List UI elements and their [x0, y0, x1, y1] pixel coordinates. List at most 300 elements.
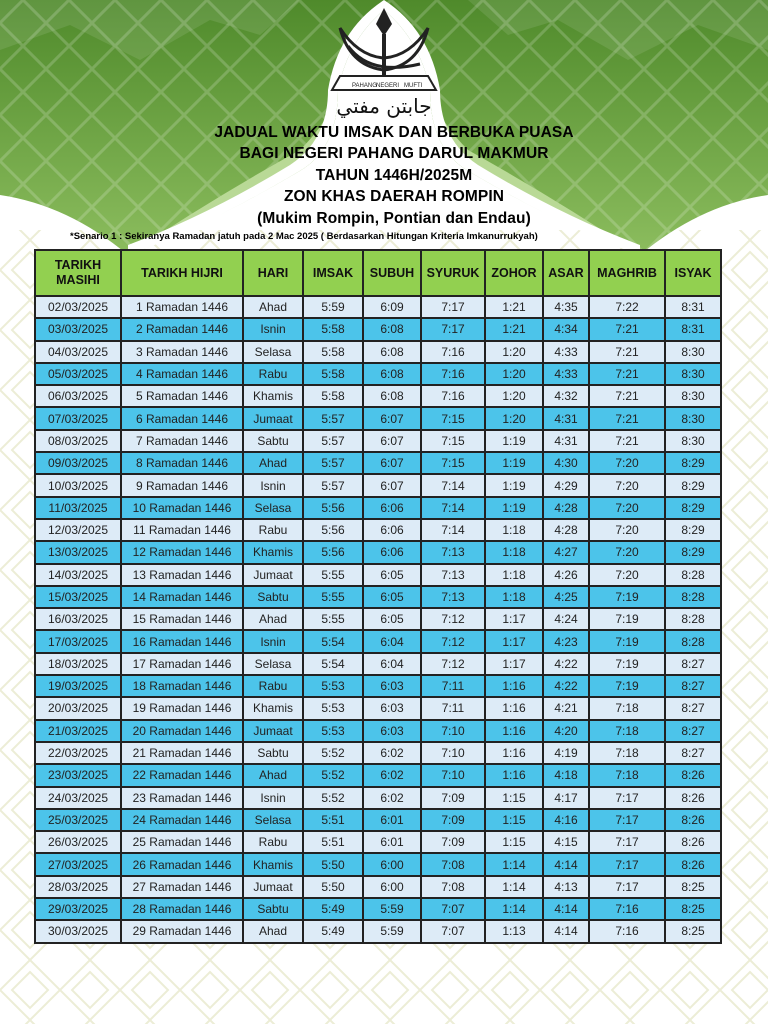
cell-zohor: 1:14	[485, 876, 543, 898]
cell-zohor: 1:19	[485, 452, 543, 474]
header-hari: HARI	[243, 250, 303, 296]
cell-asar: 4:17	[543, 787, 589, 809]
cell-syuruk: 7:15	[421, 452, 485, 474]
mufti-crest	[300, 6, 468, 118]
cell-hari: Jumaat	[243, 564, 303, 586]
cell-tarikh-hijri: 16 Ramadan 1446	[121, 630, 243, 652]
cell-syuruk: 7:17	[421, 318, 485, 340]
header-tarikh-hijri: TARIKH HIJRI	[121, 250, 243, 296]
cell-imsak: 5:57	[303, 474, 363, 496]
cell-syuruk: 7:11	[421, 675, 485, 697]
table-row	[35, 787, 721, 809]
cell-imsak: 5:56	[303, 497, 363, 519]
table-header-row	[35, 250, 721, 296]
cell-maghrib: 7:20	[589, 497, 665, 519]
scenario-note: *Senario 1 : Sekiranya Ramadan jatuh pada 2 Mac 2025 ( Berdasarkan Hitungan Kriteria Imkanurrukyah)	[70, 231, 538, 242]
cell-imsak: 5:54	[303, 630, 363, 652]
cell-imsak: 5:55	[303, 586, 363, 608]
cell-imsak: 5:53	[303, 720, 363, 742]
cell-imsak: 5:51	[303, 809, 363, 831]
header-tarikh-masihi: TARIKH MASIHI	[35, 250, 121, 296]
table-row	[35, 385, 721, 407]
cell-maghrib: 7:22	[589, 296, 665, 318]
cell-imsak: 5:58	[303, 318, 363, 340]
cell-syuruk: 7:16	[421, 363, 485, 385]
cell-hari: Sabtu	[243, 742, 303, 764]
cell-zohor: 1:17	[485, 630, 543, 652]
cell-maghrib: 7:16	[589, 920, 665, 942]
cell-tarikh-hijri: 2 Ramadan 1446	[121, 318, 243, 340]
cell-syuruk: 7:08	[421, 853, 485, 875]
table-row	[35, 586, 721, 608]
cell-subuh: 6:02	[363, 742, 421, 764]
cell-syuruk: 7:13	[421, 541, 485, 563]
cell-subuh: 5:59	[363, 898, 421, 920]
table-row	[35, 407, 721, 429]
header-syuruk: SYURUK	[421, 250, 485, 296]
cell-maghrib: 7:19	[589, 653, 665, 675]
cell-zohor: 1:18	[485, 586, 543, 608]
title-line-5: (Mukim Rompin, Pontian dan Endau)	[257, 209, 531, 227]
cell-maghrib: 7:21	[589, 407, 665, 429]
cell-maghrib: 7:19	[589, 675, 665, 697]
cell-asar: 4:24	[543, 608, 589, 630]
cell-syuruk: 7:07	[421, 898, 485, 920]
cell-asar: 4:22	[543, 675, 589, 697]
cell-maghrib: 7:18	[589, 697, 665, 719]
cell-imsak: 5:50	[303, 876, 363, 898]
cell-imsak: 5:53	[303, 675, 363, 697]
cell-subuh: 6:03	[363, 697, 421, 719]
table-row	[35, 809, 721, 831]
cell-tarikh-masihi: 24/03/2025	[35, 787, 121, 809]
cell-hari: Ahad	[243, 764, 303, 786]
cell-asar: 4:14	[543, 898, 589, 920]
cell-tarikh-hijri: 9 Ramadan 1446	[121, 474, 243, 496]
cell-isyak: 8:29	[665, 452, 721, 474]
cell-imsak: 5:58	[303, 363, 363, 385]
cell-tarikh-masihi: 16/03/2025	[35, 608, 121, 630]
cell-syuruk: 7:15	[421, 407, 485, 429]
cell-maghrib: 7:16	[589, 898, 665, 920]
cell-tarikh-hijri: 4 Ramadan 1446	[121, 363, 243, 385]
cell-asar: 4:35	[543, 296, 589, 318]
table-row	[35, 541, 721, 563]
cell-syuruk: 7:12	[421, 608, 485, 630]
crest-script: جابتن مفتي	[336, 94, 432, 118]
cell-maghrib: 7:21	[589, 430, 665, 452]
cell-tarikh-hijri: 10 Ramadan 1446	[121, 497, 243, 519]
cell-isyak: 8:26	[665, 787, 721, 809]
cell-tarikh-hijri: 24 Ramadan 1446	[121, 809, 243, 831]
cell-tarikh-masihi: 20/03/2025	[35, 697, 121, 719]
cell-subuh: 6:07	[363, 474, 421, 496]
cell-subuh: 6:03	[363, 720, 421, 742]
cell-imsak: 5:49	[303, 898, 363, 920]
cell-tarikh-masihi: 02/03/2025	[35, 296, 121, 318]
cell-subuh: 6:04	[363, 630, 421, 652]
cell-hari: Isnin	[243, 318, 303, 340]
cell-subuh: 6:02	[363, 787, 421, 809]
cell-tarikh-masihi: 05/03/2025	[35, 363, 121, 385]
cell-syuruk: 7:15	[421, 430, 485, 452]
cell-asar: 4:22	[543, 653, 589, 675]
cell-tarikh-hijri: 18 Ramadan 1446	[121, 675, 243, 697]
cell-maghrib: 7:21	[589, 363, 665, 385]
cell-isyak: 8:27	[665, 742, 721, 764]
cell-subuh: 6:08	[363, 363, 421, 385]
cell-syuruk: 7:12	[421, 630, 485, 652]
cell-imsak: 5:56	[303, 519, 363, 541]
cell-isyak: 8:31	[665, 296, 721, 318]
cell-subuh: 6:00	[363, 853, 421, 875]
cell-subuh: 6:04	[363, 653, 421, 675]
cell-asar: 4:33	[543, 363, 589, 385]
cell-tarikh-masihi: 17/03/2025	[35, 630, 121, 652]
cell-zohor: 1:17	[485, 653, 543, 675]
cell-tarikh-hijri: 7 Ramadan 1446	[121, 430, 243, 452]
cell-hari: Rabu	[243, 519, 303, 541]
cell-isyak: 8:30	[665, 341, 721, 363]
cell-maghrib: 7:20	[589, 541, 665, 563]
header-imsak: IMSAK	[303, 250, 363, 296]
cell-zohor: 1:20	[485, 341, 543, 363]
cell-asar: 4:26	[543, 564, 589, 586]
cell-tarikh-masihi: 08/03/2025	[35, 430, 121, 452]
cell-tarikh-masihi: 18/03/2025	[35, 653, 121, 675]
table-row	[35, 474, 721, 496]
cell-tarikh-hijri: 5 Ramadan 1446	[121, 385, 243, 407]
cell-hari: Isnin	[243, 474, 303, 496]
cell-zohor: 1:17	[485, 608, 543, 630]
table-row	[35, 318, 721, 340]
cell-tarikh-hijri: 20 Ramadan 1446	[121, 720, 243, 742]
cell-zohor: 1:15	[485, 787, 543, 809]
cell-hari: Isnin	[243, 787, 303, 809]
cell-asar: 4:32	[543, 385, 589, 407]
cell-subuh: 5:59	[363, 920, 421, 942]
cell-hari: Sabtu	[243, 586, 303, 608]
cell-subuh: 6:00	[363, 876, 421, 898]
cell-tarikh-hijri: 29 Ramadan 1446	[121, 920, 243, 942]
cell-syuruk: 7:10	[421, 742, 485, 764]
cell-hari: Selasa	[243, 497, 303, 519]
cell-tarikh-masihi: 15/03/2025	[35, 586, 121, 608]
timetable	[34, 249, 722, 944]
cell-asar: 4:14	[543, 853, 589, 875]
cell-isyak: 8:29	[665, 497, 721, 519]
cell-asar: 4:19	[543, 742, 589, 764]
cell-isyak: 8:30	[665, 385, 721, 407]
cell-imsak: 5:57	[303, 407, 363, 429]
table-row	[35, 564, 721, 586]
cell-tarikh-masihi: 13/03/2025	[35, 541, 121, 563]
cell-maghrib: 7:17	[589, 831, 665, 853]
cell-syuruk: 7:12	[421, 653, 485, 675]
cell-hari: Isnin	[243, 630, 303, 652]
cell-subuh: 6:07	[363, 452, 421, 474]
cell-maghrib: 7:17	[589, 876, 665, 898]
cell-subuh: 6:05	[363, 608, 421, 630]
cell-tarikh-hijri: 17 Ramadan 1446	[121, 653, 243, 675]
title-line-2: BAGI NEGERI PAHANG DARUL MAKMUR	[239, 145, 549, 163]
cell-zohor: 1:20	[485, 363, 543, 385]
cell-tarikh-hijri: 25 Ramadan 1446	[121, 831, 243, 853]
cell-hari: Jumaat	[243, 720, 303, 742]
cell-imsak: 5:58	[303, 341, 363, 363]
cell-asar: 4:33	[543, 341, 589, 363]
cell-zohor: 1:15	[485, 831, 543, 853]
cell-maghrib: 7:20	[589, 564, 665, 586]
table-row	[35, 697, 721, 719]
cell-hari: Sabtu	[243, 898, 303, 920]
cell-hari: Rabu	[243, 363, 303, 385]
header-maghrib: MAGHRIB	[589, 250, 665, 296]
cell-zohor: 1:19	[485, 497, 543, 519]
cell-hari: Selasa	[243, 809, 303, 831]
table-row	[35, 341, 721, 363]
cell-tarikh-masihi: 09/03/2025	[35, 452, 121, 474]
cell-asar: 4:28	[543, 519, 589, 541]
cell-syuruk: 7:10	[421, 720, 485, 742]
cell-syuruk: 7:09	[421, 831, 485, 853]
cell-tarikh-masihi: 26/03/2025	[35, 831, 121, 853]
cell-hari: Jumaat	[243, 876, 303, 898]
cell-imsak: 5:56	[303, 541, 363, 563]
cell-tarikh-masihi: 22/03/2025	[35, 742, 121, 764]
cell-isyak: 8:28	[665, 586, 721, 608]
cell-imsak: 5:55	[303, 608, 363, 630]
cell-tarikh-hijri: 3 Ramadan 1446	[121, 341, 243, 363]
cell-zohor: 1:21	[485, 318, 543, 340]
cell-tarikh-hijri: 8 Ramadan 1446	[121, 452, 243, 474]
cell-subuh: 6:07	[363, 430, 421, 452]
cell-syuruk: 7:11	[421, 697, 485, 719]
cell-isyak: 8:30	[665, 363, 721, 385]
table-row	[35, 831, 721, 853]
cell-tarikh-hijri: 23 Ramadan 1446	[121, 787, 243, 809]
header-isyak: ISYAK	[665, 250, 721, 296]
cell-tarikh-masihi: 23/03/2025	[35, 764, 121, 786]
cell-hari: Sabtu	[243, 430, 303, 452]
cell-zohor: 1:15	[485, 809, 543, 831]
cell-subuh: 6:06	[363, 541, 421, 563]
cell-subuh: 6:08	[363, 318, 421, 340]
cell-tarikh-hijri: 27 Ramadan 1446	[121, 876, 243, 898]
cell-syuruk: 7:09	[421, 787, 485, 809]
table-row	[35, 898, 721, 920]
cell-tarikh-hijri: 11 Ramadan 1446	[121, 519, 243, 541]
cell-isyak: 8:29	[665, 474, 721, 496]
cell-tarikh-masihi: 03/03/2025	[35, 318, 121, 340]
cell-hari: Khamis	[243, 385, 303, 407]
cell-isyak: 8:25	[665, 920, 721, 942]
cell-zohor: 1:16	[485, 720, 543, 742]
cell-asar: 4:30	[543, 452, 589, 474]
cell-tarikh-hijri: 13 Ramadan 1446	[121, 564, 243, 586]
cell-tarikh-masihi: 28/03/2025	[35, 876, 121, 898]
table-row	[35, 519, 721, 541]
cell-syuruk: 7:13	[421, 564, 485, 586]
cell-maghrib: 7:21	[589, 385, 665, 407]
crest-ribbon-center: NEGERI	[376, 83, 400, 89]
page-title	[0, 122, 768, 229]
cell-tarikh-masihi: 07/03/2025	[35, 407, 121, 429]
cell-syuruk: 7:16	[421, 341, 485, 363]
cell-isyak: 8:28	[665, 630, 721, 652]
cell-imsak: 5:57	[303, 452, 363, 474]
cell-tarikh-masihi: 27/03/2025	[35, 853, 121, 875]
cell-maghrib: 7:20	[589, 452, 665, 474]
cell-tarikh-masihi: 11/03/2025	[35, 497, 121, 519]
cell-hari: Khamis	[243, 541, 303, 563]
cell-hari: Khamis	[243, 697, 303, 719]
cell-tarikh-masihi: 25/03/2025	[35, 809, 121, 831]
cell-zohor: 1:13	[485, 920, 543, 942]
cell-tarikh-hijri: 15 Ramadan 1446	[121, 608, 243, 630]
cell-isyak: 8:26	[665, 809, 721, 831]
cell-asar: 4:21	[543, 697, 589, 719]
cell-asar: 4:29	[543, 474, 589, 496]
cell-isyak: 8:27	[665, 697, 721, 719]
cell-tarikh-hijri: 1 Ramadan 1446	[121, 296, 243, 318]
cell-syuruk: 7:14	[421, 519, 485, 541]
cell-tarikh-hijri: 28 Ramadan 1446	[121, 898, 243, 920]
cell-asar: 4:18	[543, 764, 589, 786]
cell-hari: Rabu	[243, 831, 303, 853]
cell-tarikh-hijri: 21 Ramadan 1446	[121, 742, 243, 764]
table-row	[35, 497, 721, 519]
cell-imsak: 5:58	[303, 385, 363, 407]
cell-subuh: 6:01	[363, 831, 421, 853]
cell-asar: 4:34	[543, 318, 589, 340]
cell-imsak: 5:51	[303, 831, 363, 853]
cell-maghrib: 7:20	[589, 519, 665, 541]
cell-syuruk: 7:14	[421, 497, 485, 519]
cell-asar: 4:31	[543, 430, 589, 452]
cell-maghrib: 7:17	[589, 809, 665, 831]
cell-maghrib: 7:19	[589, 608, 665, 630]
cell-hari: Khamis	[243, 853, 303, 875]
cell-isyak: 8:26	[665, 831, 721, 853]
cell-imsak: 5:57	[303, 430, 363, 452]
cell-tarikh-masihi: 04/03/2025	[35, 341, 121, 363]
table-row	[35, 742, 721, 764]
cell-asar: 4:31	[543, 407, 589, 429]
cell-hari: Selasa	[243, 653, 303, 675]
cell-syuruk: 7:10	[421, 764, 485, 786]
cell-maghrib: 7:18	[589, 764, 665, 786]
cell-isyak: 8:25	[665, 876, 721, 898]
cell-asar: 4:16	[543, 809, 589, 831]
cell-asar: 4:28	[543, 497, 589, 519]
cell-imsak: 5:54	[303, 653, 363, 675]
table-row	[35, 675, 721, 697]
crest-ribbon-right: MUFTI	[404, 83, 423, 89]
table-row	[35, 630, 721, 652]
timetable-body	[35, 296, 721, 943]
cell-isyak: 8:27	[665, 653, 721, 675]
cell-tarikh-masihi: 19/03/2025	[35, 675, 121, 697]
cell-hari: Selasa	[243, 341, 303, 363]
cell-tarikh-masihi: 14/03/2025	[35, 564, 121, 586]
cell-maghrib: 7:21	[589, 341, 665, 363]
cell-subuh: 6:02	[363, 764, 421, 786]
cell-isyak: 8:28	[665, 564, 721, 586]
cell-imsak: 5:50	[303, 853, 363, 875]
cell-hari: Jumaat	[243, 407, 303, 429]
cell-maghrib: 7:19	[589, 586, 665, 608]
cell-imsak: 5:52	[303, 742, 363, 764]
table-row	[35, 296, 721, 318]
cell-imsak: 5:53	[303, 697, 363, 719]
cell-imsak: 5:59	[303, 296, 363, 318]
cell-syuruk: 7:17	[421, 296, 485, 318]
cell-tarikh-hijri: 14 Ramadan 1446	[121, 586, 243, 608]
cell-imsak: 5:52	[303, 787, 363, 809]
table-row	[35, 430, 721, 452]
cell-subuh: 6:06	[363, 497, 421, 519]
table-row	[35, 452, 721, 474]
cell-imsak: 5:52	[303, 764, 363, 786]
cell-asar: 4:27	[543, 541, 589, 563]
cell-asar: 4:15	[543, 831, 589, 853]
cell-tarikh-hijri: 22 Ramadan 1446	[121, 764, 243, 786]
cell-subuh: 6:08	[363, 385, 421, 407]
table-row	[35, 720, 721, 742]
title-line-4: ZON KHAS DAERAH ROMPIN	[283, 188, 505, 206]
cell-tarikh-masihi: 29/03/2025	[35, 898, 121, 920]
cell-tarikh-masihi: 06/03/2025	[35, 385, 121, 407]
cell-maghrib: 7:18	[589, 720, 665, 742]
cell-isyak: 8:29	[665, 519, 721, 541]
cell-zohor: 1:14	[485, 898, 543, 920]
cell-hari: Ahad	[243, 452, 303, 474]
header-zohor: ZOHOR	[485, 250, 543, 296]
cell-maghrib: 7:21	[589, 318, 665, 340]
cell-asar: 4:23	[543, 630, 589, 652]
cell-tarikh-hijri: 6 Ramadan 1446	[121, 407, 243, 429]
cell-syuruk: 7:14	[421, 474, 485, 496]
table-row	[35, 653, 721, 675]
cell-zohor: 1:19	[485, 430, 543, 452]
cell-maghrib: 7:19	[589, 630, 665, 652]
table-row	[35, 920, 721, 942]
cell-syuruk: 7:16	[421, 385, 485, 407]
cell-isyak: 8:27	[665, 675, 721, 697]
cell-tarikh-masihi: 10/03/2025	[35, 474, 121, 496]
cell-zohor: 1:18	[485, 519, 543, 541]
cell-asar: 4:14	[543, 920, 589, 942]
cell-hari: Ahad	[243, 920, 303, 942]
cell-syuruk: 7:07	[421, 920, 485, 942]
cell-zohor: 1:18	[485, 541, 543, 563]
cell-subuh: 6:06	[363, 519, 421, 541]
cell-tarikh-hijri: 19 Ramadan 1446	[121, 697, 243, 719]
cell-syuruk: 7:09	[421, 809, 485, 831]
cell-zohor: 1:16	[485, 742, 543, 764]
cell-isyak: 8:30	[665, 430, 721, 452]
cell-maghrib: 7:20	[589, 474, 665, 496]
cell-hari: Ahad	[243, 296, 303, 318]
cell-zohor: 1:16	[485, 697, 543, 719]
cell-isyak: 8:28	[665, 608, 721, 630]
cell-isyak: 8:31	[665, 318, 721, 340]
cell-subuh: 6:07	[363, 407, 421, 429]
table-row	[35, 363, 721, 385]
cell-zohor: 1:14	[485, 853, 543, 875]
cell-syuruk: 7:08	[421, 876, 485, 898]
